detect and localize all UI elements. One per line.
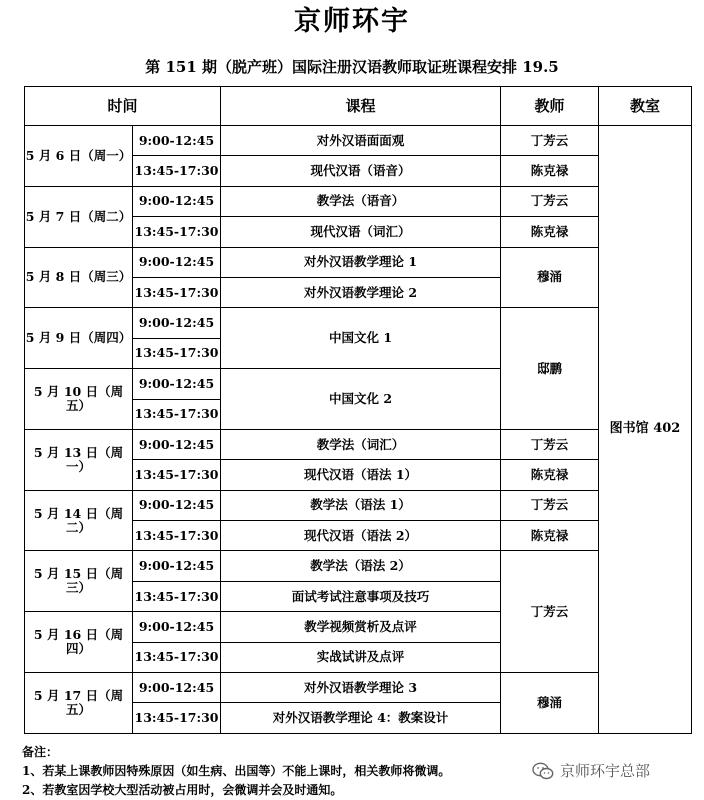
- time-cell: 9:00-12:45: [133, 673, 221, 703]
- time-cell: 13:45-17:30: [133, 521, 221, 551]
- date-cell: 5 月 7 日（周二）: [25, 186, 133, 247]
- teacher-cell: 陈克禄: [501, 460, 599, 490]
- room-cell: 图书馆 402: [599, 126, 692, 734]
- brand-title: 京师环宇: [294, 6, 410, 37]
- note-line-1: 1、若某上课教师因特殊原因（如生病、出国等）不能上课时，相关教师将微调。: [22, 764, 451, 778]
- course-cell: 对外汉语教学理论 3: [221, 673, 501, 703]
- time-cell: 9:00-12:45: [133, 369, 221, 399]
- course-cell: 中国文化 1: [221, 308, 501, 369]
- table-row: [25, 186, 692, 216]
- teacher-cell: 陈克禄: [501, 217, 599, 247]
- time-cell: 9:00-12:45: [133, 308, 221, 338]
- watermark: [532, 760, 650, 781]
- table-row: [25, 490, 692, 520]
- course-cell: 对外汉语面面观: [221, 126, 501, 156]
- course-cell: 教学法（词汇）: [221, 429, 501, 459]
- date-cell: 5 月 17 日（周五）: [25, 673, 133, 734]
- course-cell: 中国文化 2: [221, 369, 501, 430]
- table-row: [25, 308, 692, 338]
- teacher-cell: 陈克禄: [501, 521, 599, 551]
- course-cell: 对外汉语教学理论 4：教案设计: [221, 703, 501, 733]
- date-cell: 5 月 16 日（周四）: [25, 612, 133, 673]
- notes-section: [22, 743, 450, 800]
- time-cell: 13:45-17:30: [133, 703, 221, 733]
- table-row: [25, 247, 692, 277]
- date-cell: 5 月 15 日（周三）: [25, 551, 133, 612]
- course-cell: 对外汉语教学理论 2: [221, 277, 501, 307]
- header-time: 时间: [25, 87, 221, 126]
- course-cell: 面试考试注意事项及技巧: [221, 581, 501, 611]
- course-cell: 教学法（语音）: [221, 186, 501, 216]
- time-cell: 9:00-12:45: [133, 490, 221, 520]
- teacher-cell: 穆涌: [501, 673, 599, 734]
- date-cell: 5 月 14 日（周二）: [25, 490, 133, 551]
- table-row: [25, 551, 692, 581]
- teacher-cell: 丁芳云: [501, 186, 599, 216]
- time-cell: 13:45-17:30: [133, 277, 221, 307]
- date-cell: 5 月 13 日（周一）: [25, 429, 133, 490]
- course-cell: 教学法（语法 1）: [221, 490, 501, 520]
- course-cell: 对外汉语教学理论 1: [221, 247, 501, 277]
- teacher-cell: 丁芳云: [501, 126, 599, 156]
- header-row: [25, 87, 692, 126]
- header-course: 课程: [221, 87, 501, 126]
- teacher-cell: 邸鹏: [501, 308, 599, 430]
- time-cell: 9:00-12:45: [133, 247, 221, 277]
- time-cell: 13:45-17:30: [133, 581, 221, 611]
- teacher-cell: 丁芳云: [501, 490, 599, 520]
- date-cell: 5 月 9 日（周四）: [25, 308, 133, 369]
- time-cell: 13:45-17:30: [133, 642, 221, 672]
- header-room: 教室: [599, 87, 692, 126]
- wechat-icon: [532, 762, 554, 780]
- watermark-text: 京师环宇总部: [560, 762, 651, 780]
- schedule-table: [24, 86, 692, 734]
- schedule-subtitle: 第 151 期（脱产班）国际注册汉语教师取证班课程安排 19.5: [145, 58, 559, 76]
- note-line-2: 2、若教室因学校大型活动被占用时，会微调并会及时通知。: [22, 783, 343, 797]
- course-cell: 教学视频赏析及点评: [221, 612, 501, 642]
- teacher-cell: 陈克禄: [501, 156, 599, 186]
- course-cell: 现代汉语（语法 1）: [221, 460, 501, 490]
- teacher-cell: 穆涌: [501, 247, 599, 308]
- header-teacher: 教师: [501, 87, 599, 126]
- date-cell: 5 月 10 日（周五）: [25, 369, 133, 430]
- date-cell: 5 月 6 日（周一）: [25, 126, 133, 187]
- course-cell: 现代汉语（语法 2）: [221, 521, 501, 551]
- time-cell: 9:00-12:45: [133, 429, 221, 459]
- course-cell: 现代汉语（语音）: [221, 156, 501, 186]
- time-cell: 9:00-12:45: [133, 126, 221, 156]
- time-cell: 13:45-17:30: [133, 399, 221, 429]
- course-cell: 教学法（语法 2）: [221, 551, 501, 581]
- time-cell: 9:00-12:45: [133, 612, 221, 642]
- time-cell: 13:45-17:30: [133, 156, 221, 186]
- notes-heading: 备注：: [22, 745, 59, 759]
- course-cell: 现代汉语（词汇）: [221, 217, 501, 247]
- teacher-cell: 丁芳云: [501, 551, 599, 673]
- time-cell: 9:00-12:45: [133, 186, 221, 216]
- time-cell: 13:45-17:30: [133, 338, 221, 368]
- table-row: [25, 126, 692, 156]
- course-cell: 实战试讲及点评: [221, 642, 501, 672]
- time-cell: 9:00-12:45: [133, 551, 221, 581]
- table-row: [25, 429, 692, 459]
- date-cell: 5 月 8 日（周三）: [25, 247, 133, 308]
- time-cell: 13:45-17:30: [133, 217, 221, 247]
- time-cell: 13:45-17:30: [133, 460, 221, 490]
- table-row: [25, 673, 692, 703]
- teacher-cell: 丁芳云: [501, 429, 599, 459]
